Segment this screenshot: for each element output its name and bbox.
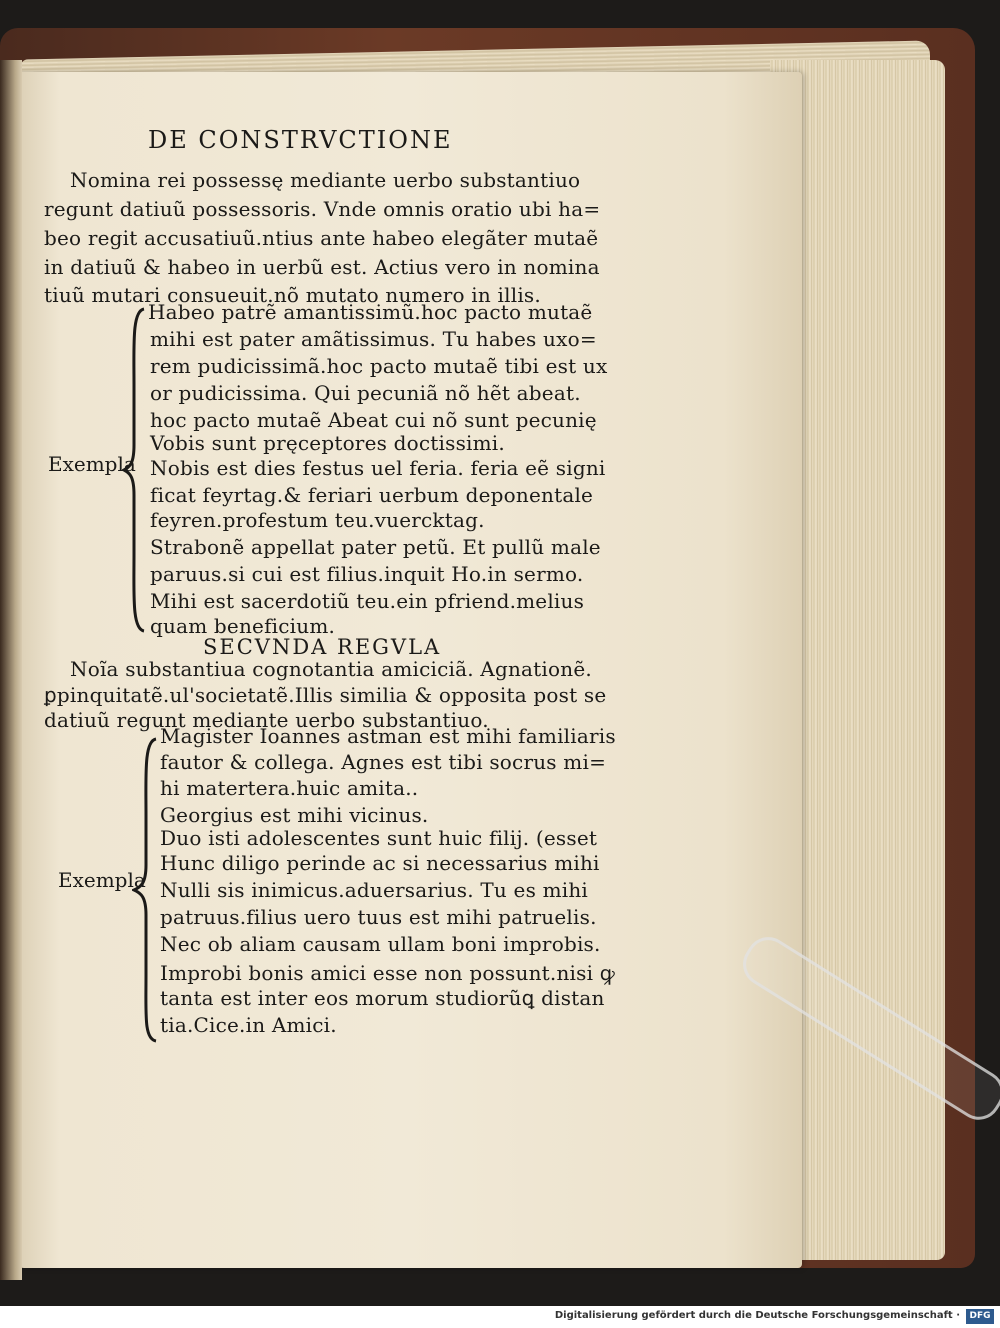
intro-line: regunt datiuũ possessoris. Vnde omnis oratio ubi ha= <box>44 197 601 221</box>
example-line: Nec ob aliam causam ullam boni improbis. <box>160 932 601 956</box>
funding-credit: Digitalisierung gefördert durch die Deutsche Forschungsgemeinschaft · <box>554 1310 960 1321</box>
example-line: tia.Cice.in Amici. <box>160 1013 337 1037</box>
rule-line: Noĩa substantiua cognotantia amiciciã. Agnationẽ. <box>70 657 592 681</box>
example-line: Nulli sis inimicus.aduersarius. Tu es mihi <box>160 878 589 902</box>
intro-line: in datiuũ & habeo in uerbũ est. Actius vero in nomina <box>44 255 600 279</box>
example-line: patruus.filius uero tuus est mihi patruelis. <box>160 905 597 929</box>
example-line: quam beneficium. <box>150 614 336 638</box>
section-heading: SECVNDA REGVLA <box>203 635 442 659</box>
example-line: Hunc diligo perinde ac si necessarius mihi <box>160 851 600 875</box>
example-line: paruus.si cui est filius.inquit Ho.in sermo. <box>150 562 584 586</box>
example-line: mihi est pater amãtissimus. Tu habes uxo= <box>150 327 597 351</box>
rule-line: datiuũ regunt mediante uerbo substantiuo. <box>44 708 489 732</box>
page-gutter <box>0 60 22 1280</box>
example-label: Exempla <box>58 868 146 892</box>
example-line: Mihi est sacerdotiũ teu.ein pfriend.melius <box>150 589 585 613</box>
example-line: tanta est inter eos morum studiorũꝗ distan <box>160 986 605 1010</box>
example-line: Duo isti adolescentes sunt huic filij. (esset <box>160 826 598 850</box>
example-line: rem pudicissimã.hoc pacto mutaẽ tibi est ux <box>150 354 608 378</box>
example-line: fautor & collega. Agnes est tibi socrus mi= <box>160 750 607 774</box>
intro-line: tiuũ mutari consueuit.nõ mutato numero in illis. <box>44 283 541 307</box>
example-line: Improbi bonis amici esse non possunt.nisi ꝙ <box>160 961 615 985</box>
example-line: Georgius est mihi vicinus. <box>160 803 429 827</box>
example-line: Vobis sunt pręceptores doctissimi. <box>150 431 505 455</box>
example-line: feyren.profestum teu.vuercktag. <box>150 508 485 532</box>
example-line: Nobis est dies festus uel feria. feria eẽ signi <box>150 456 606 480</box>
rule-line: ꝑpinquitatẽ.ul'societatẽ.Illis similia & opposita post se <box>44 683 607 707</box>
intro-line: beo regit accusatiuũ.ntius ante habeo elegãter mutaẽ <box>44 226 599 250</box>
example-line: hi matertera.huic amita.. <box>160 776 419 800</box>
dfg-logo-icon: DFG <box>966 1309 994 1324</box>
footer-bar <box>0 1306 1000 1328</box>
example-line: hoc pacto mutaẽ Abeat cui nõ sunt pecunię <box>150 408 597 432</box>
example-line: or pudicissima. Qui pecuniã nõ hẽt abeat. <box>150 381 581 405</box>
example-line: Magister Ioannes astman est mihi familiaris <box>160 724 616 748</box>
example-line: Strabonẽ appellat pater petũ. Et pullũ male <box>150 535 601 559</box>
example-line: ficat feyrtag.& feriari uerbum deponentale <box>150 483 594 507</box>
example-line: Habeo patrẽ amantissimũ.hoc pacto mutaẽ <box>148 300 593 324</box>
example-label: Exempla <box>48 452 136 476</box>
intro-line: Nomina rei possessę mediante uerbo substantiuo <box>70 168 581 192</box>
page-heading: DE CONSTRVCTIONE <box>148 126 453 154</box>
